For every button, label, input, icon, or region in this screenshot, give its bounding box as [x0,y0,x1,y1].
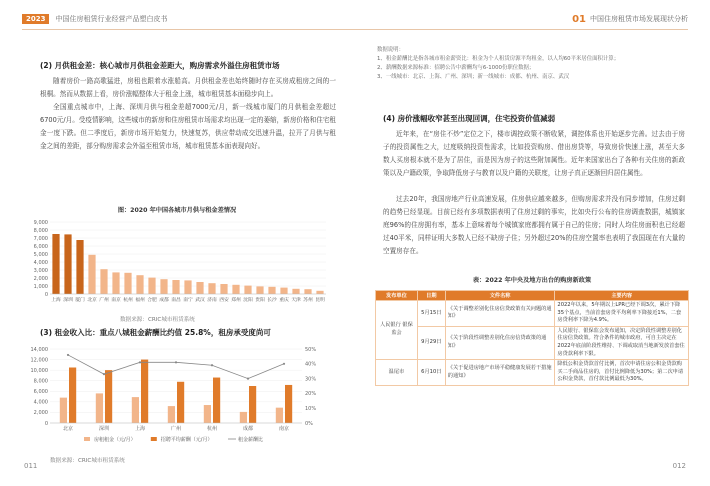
legend-label: 租金薪酬比 [238,437,264,443]
x-tick-label: 苏州 [303,298,313,303]
chart2-rent-salary-ratio [24,343,330,447]
bar [196,282,203,294]
bar-salary [105,370,112,423]
chart1-title: 图：2020 年中国各城市月供与租金差情况 [117,207,237,214]
x-tick-label: 成都 [159,298,169,303]
bar-rent [60,398,67,423]
table-header-cell: 日期 [417,291,445,301]
x-tick-label: 南宁 [183,298,193,303]
table-header-cell: 发布单位 [376,291,418,301]
year-badge: 2023 [22,14,49,24]
y-tick-label: 14,000 [30,346,48,353]
bar [88,255,95,294]
x-tick-label: 郑州 [231,298,241,303]
bar-salary [69,368,76,424]
note-3: 3、一线城市：北京、上海、广州、深圳；新一线城市：成都、杭州、南京、武汉 [377,74,570,80]
x-tick-label: 上海 [51,298,61,303]
chart1-monthly-rent-gap [24,218,330,310]
date-cell: 5月15日 [417,301,445,327]
bar-rent [132,397,139,423]
bar [124,273,131,294]
ratio-point [103,373,105,375]
bar-salary [141,360,148,423]
ratio-point [139,361,141,363]
x-tick-label: 杭州 [123,298,133,303]
y-tick-label: 5,000 [33,251,48,258]
x-tick-label: 北京 [62,426,74,432]
unit-cell: 温尾市 [376,360,418,386]
right-header [572,10,688,28]
detail-cell: 人民银行、银保监会发布通知，决定阶段性调整差别化住房信贷政策。符合条件的城市政府，可自主决定在2022年底前阶段性维持、下调或取消当地新发放首套住房贷款利率下限。 [555,326,689,359]
ratio-point [283,363,285,365]
note-2: 2、薪酬数据来源标准：招聘公告中薪酬均与6-1000份职位数据； [377,65,535,71]
y-tick-label: 4,000 [33,399,48,406]
chart1-source: 数据来源：CRIC城市租赁系统 [120,317,195,323]
bar-rent [276,408,283,423]
policy-table [375,290,689,386]
x-tick-label: 武汉 [195,298,205,303]
page-number-right: 012 [672,462,686,470]
bar [304,289,311,294]
bar [52,234,59,294]
unit-cell: 人民银行 银保监会 [376,301,418,360]
x-tick-label: 南昌 [171,298,181,303]
x-tick-label: 北京 [87,298,97,303]
header-divider-right [355,29,688,30]
legend-swatch [84,437,90,441]
detail-cell: 2022年以来，5年期以上LPR已经下调3次，累计下降35个基点，当前首套房贷平均利率下降接近1%，二套房贷利率下降为4.9%。 [555,301,689,327]
bar [64,234,71,294]
legend-swatch [151,437,157,441]
x-tick-label: 南京 [278,426,290,432]
y2-tick-label: 50% [305,346,317,353]
x-tick-label: 南京 [111,298,121,303]
doc-cell: 《关于促进房地产市场平稳健康发展若干措施的通知》 [445,360,555,386]
doc-cell: 《关于阶段性调整差别化住房信贷政策的通知》 [445,326,555,359]
section2-para-1: 随着房价一路高歌猛进，房租也跟着水涨船高。月供租金差也始终随时存在买房成租房之间的一根桐。然而从数据上看，房价涨幅整体大于租金上涨，城市租赁基本面稳步向上。 [40,77,336,98]
report-title: 中国住房租赁行业经营产品塑白皮书 [55,15,168,23]
y-tick-label: 1,000 [33,283,48,290]
y2-tick-label: 40% [305,361,317,368]
y2-tick-label: 30% [305,376,317,383]
chart2-source: 数据来源：CRIC城市租赁系统 [50,458,125,464]
section4-heading: (4) 房价涨幅收窄甚至出现回调，住宅投资价值减弱 [383,114,556,123]
bar [136,275,143,294]
section3-heading: (3) 租金收入比：重点八城租金薪酬比约值 25.8%，租房承受度尚可 [40,328,271,337]
y-tick-label: 8,000 [33,378,48,385]
y-tick-label: 2,000 [33,275,48,282]
x-tick-label: 西安 [219,298,229,303]
y2-tick-label: 20% [305,391,317,398]
bar-rent [240,412,247,423]
x-tick-label: 成都 [242,426,254,432]
y-tick-label: 10,000 [30,367,48,374]
y2-tick-label: 10% [305,406,317,412]
table-row [376,360,689,386]
x-tick-label: 昆明 [315,298,325,303]
data-notes [377,46,677,82]
ratio-point [175,361,177,363]
bar-rent [96,393,103,423]
bar [148,278,155,294]
table-title: 表：2022 年中央及地方出台的购房新政策 [472,277,592,284]
bar [76,240,83,294]
left-header [22,10,167,28]
table-header-row [376,291,689,301]
note-1: 1、租金薪酬比是指各城市租金薪资比：租金为个人租赁房源平均租金，以人均60平米居住面积计算； [377,56,620,62]
x-tick-label: 上海 [134,426,146,432]
table-header-cell: 文件名称 [445,291,555,301]
bar [268,287,275,294]
bar [232,285,239,294]
ratio-point [247,378,249,380]
bar [184,280,191,294]
note-title: 数据说明： [377,47,404,53]
legend-label: 招聘平均薪酬（元/月） [160,437,213,443]
x-tick-label: 合肥 [147,298,157,303]
bar [256,286,263,294]
ratio-point [211,364,213,366]
ratio-point [67,354,69,356]
x-tick-label: 广州 [170,426,182,432]
y-tick-label: 7,000 [33,235,48,242]
bar-salary [177,382,184,423]
y-tick-label: 8,000 [33,227,48,234]
legend-label: 房租租金（元/月） [94,437,136,443]
x-tick-label: 沈阳 [243,298,253,303]
x-tick-label: 天津 [291,298,301,303]
x-tick-label: 济南 [207,298,217,303]
bar [292,289,299,294]
y-tick-label: 6,000 [33,243,48,250]
y-tick-label: 6,000 [33,389,48,396]
page-number-left: 011 [24,462,38,470]
bar [244,286,251,294]
x-tick-label: 长沙 [267,298,277,303]
bar [112,272,119,294]
y-tick-label: 2,000 [33,410,48,417]
bar-rent [204,405,211,423]
section2-heading: (2) 月供租金差：核心城市月供租金差距大，购房需求外溢住房租赁市场 [40,61,280,70]
section4-para-2: 过去20年，我国房地产行业高速发展，住房供应越来越多，但购房需求并没有同步增加，住房过剩的趋势已经显现。目前已经有多项数据表明了住房过剩的事实，比如央行公布的住房调查数据，城镇家庭96%的住房拥有率，基本上意味着每个城镇家庭都拥有属于自己的住房；同时人均住房面积也已经超过40平米，同样证明大多数人已经不缺房子住；另外超过20%的住房空置率也表明了我国现在有大量的空置房存在。 [383,195,685,255]
ratio-line [68,355,284,379]
section2-para-2: 全国重点城市中，上海、深圳月供与租金差超7000元/月，新一线城市厦门的月供租金差超过6700元/月。受疫情影响，这些城市的新房和住房租赁市场需求均出现一定的萎缩，新房价格和住宅租金一度下跌。但二季度后，新房市场开始复力，快速复苏，供应带动成交迅速升温，拉开了月供与租金之间的差距，部分购房需求会外溢至租赁市场，城市租赁基本面表现向好。 [40,103,336,150]
chapter-title: 中国住房租赁市场发展现状分析 [590,15,688,23]
table-header-cell: 主要内容 [555,291,689,301]
table-row [376,326,689,359]
date-cell: 6月10日 [417,360,445,386]
doc-cell: 《关于调整差别化住房信贷政策有关问题的通知》 [445,301,555,327]
y2-tick-label: 0% [305,420,313,427]
y-tick-label: 9,000 [33,219,48,226]
x-tick-label: 深圳 [98,426,110,432]
x-tick-label: 深圳 [63,298,73,303]
bar-salary [249,386,256,423]
bar [316,291,323,294]
y-tick-label: 4,000 [33,259,48,266]
bar [100,269,107,294]
x-tick-label: 福州 [135,298,145,303]
detail-cell: 降低公积金贷款首付比例，首次申请住房公积金贷款购买二手商品住房的，首付比例降低为30%；第二次申请公积金贷款，首付款比例最低为30%。 [555,360,689,386]
right-page [355,0,710,486]
date-cell: 9月29日 [417,326,445,359]
bar [280,288,287,294]
bar [208,283,215,294]
y-tick-label: 0 [44,291,48,298]
bar-rent [168,406,175,423]
x-tick-label: 厦门 [75,298,85,303]
header-divider [22,29,355,30]
bar-salary [285,385,292,423]
section4-para-1: 近年来，在“房住不炒”定位之下，楼市调控政策不断收紧，调控体系也开始逐步完善。过去由于房子的投资属性之大，过度吸纳投资性需求，比如投资购房、借出房贷等，导致房价快速上涨，甚至大多数人买房根本就不是为了居住，而是因为房子的这些附加属性。近年来国家出台了各种有关住房的新政策以及户籍政策，争取降低房子与教育以及户籍的关联度，让房子真正逐渐回归居住属性。 [383,130,685,177]
x-tick-label: 广州 [99,298,109,303]
y-tick-label: 12,000 [30,357,48,364]
bar-salary [213,378,220,423]
y-tick-label: 0 [44,420,48,427]
bar [220,284,227,294]
y-tick-label: 3,000 [33,267,48,274]
x-tick-label: 杭州 [206,426,218,432]
chapter-number: 01 [572,13,586,25]
bar [172,280,179,294]
bar [160,279,167,294]
table-row [376,301,689,327]
x-tick-label: 贵阳 [255,298,265,303]
x-tick-label: 重庆 [279,298,289,303]
